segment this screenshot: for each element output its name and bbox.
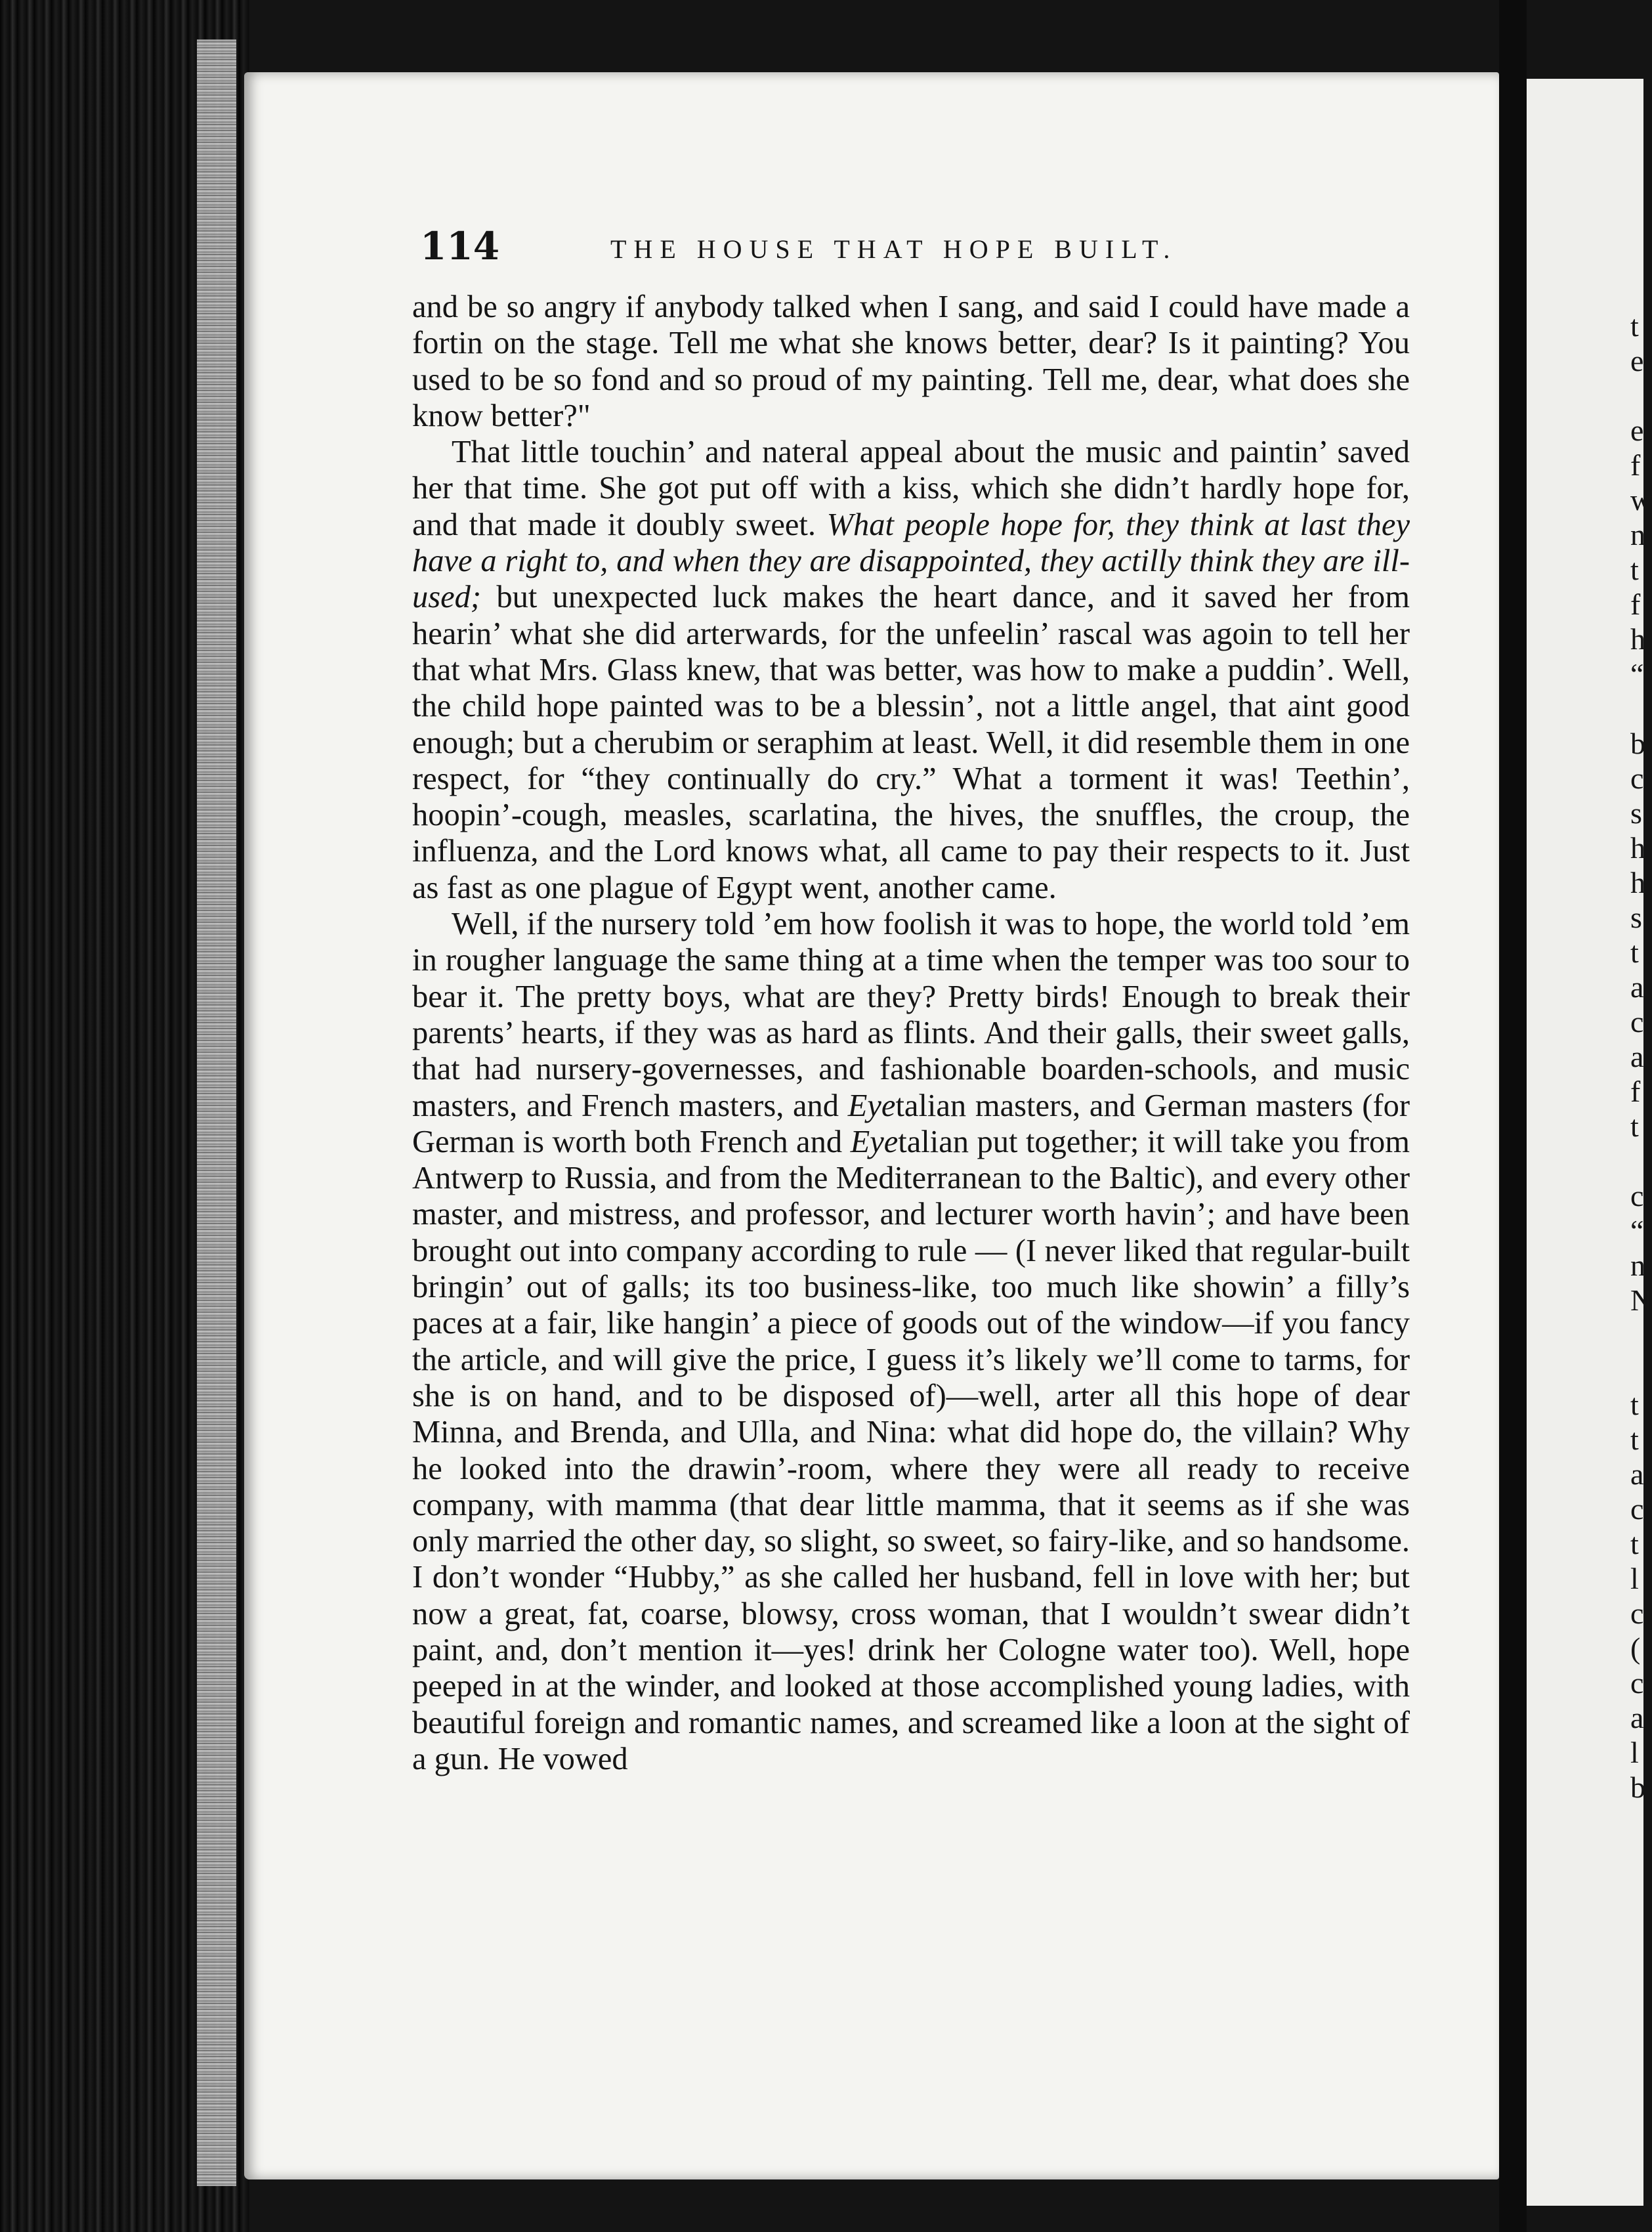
facing-page-fragment: h: [1630, 866, 1645, 899]
facing-page-fragment: b: [1630, 727, 1645, 760]
facing-page-fragment: c: [1630, 1492, 1644, 1526]
paragraph-3: [412, 906, 1410, 1777]
page-gutter: [1499, 0, 1527, 2232]
paragraph-2-start: That little touchin’ and nateral appeal about the music and paintin’ saved her that time. She got put off with a kiss, which she didn’t hardly hope for, and that made it doubly sweet.: [412, 435, 1410, 542]
page-body: [412, 289, 1410, 1777]
running-title: THE HOUSE THAT HOPE BUILT.: [610, 234, 1177, 264]
page-header: [420, 220, 1405, 272]
paragraph-3-part-3: talian put together; it will take you from Antwerp to Russia, and from the Mediterranean to the Baltic), and every other master, and mistress, and professor, and lecturer worth havin’; and have been brought out into company according to rule — (I never liked that regular-built bringin’ out of galls; its too business-like, too much like showin’ a filly’s paces at a fair, like hangin’ a piece of goods out of the window—if you fancy the article, and will give the price, I guess it’s likely we’ll come to tarms, for she is on hand, and to be disposed of)—well, arter all this hope of dear Minna, and Brenda, and Ulla, and Nina: what did hope do, the villain? Why he looked into the drawin’-room, where they were all ready to receive company, with mamma (that dear little mamma, that it seems as if she was only married the other day, so slight, so sweet, so fairy-like, and so handsome. I don’t wonder “Hubby,” as she called her husband, fell in love with her; but now a great, fat, coarse, blowsy, cross woman, that I wouldn’t swear didn’t paint, and, don’t mention it—yes! drink her Cologne water too). Well, hope peeped in at the winder, and looked at those accomplished young ladies, with beautiful foreign and romantic names, and screamed like a loon at the sight of a gun. He vowed: [412, 1124, 1410, 1776]
page-number: 114: [420, 224, 500, 268]
paragraph-2: [412, 434, 1410, 906]
facing-page-fragment: h: [1630, 622, 1645, 656]
facing-page-fragment: N: [1630, 1283, 1652, 1317]
facing-page-fragment: “: [1630, 1214, 1644, 1247]
paragraph-1: and be so angry if anybody talked when I sang, and said I could have made a fortin on the stage. Tell me what she knows better, dear? Is it painting? You used to be so fond and so proud of my painting. Tell me, dear, what does she know better?": [412, 290, 1410, 433]
facing-page-fragment: f: [1630, 1075, 1641, 1108]
facing-page-fragment: t: [1630, 553, 1639, 586]
facing-page-fragment: t: [1630, 1388, 1639, 1421]
facing-page-fragment: n: [1630, 518, 1645, 551]
facing-page-fragment: a: [1630, 1457, 1644, 1491]
facing-page-fragment: [1630, 1352, 1646, 1387]
facing-page-fragment: t: [1630, 1423, 1639, 1456]
facing-page-fragment: a: [1630, 970, 1644, 1004]
page-edges: [197, 39, 236, 2186]
facing-page-fragment: f: [1630, 588, 1641, 621]
facing-page-fragment: s: [1630, 796, 1642, 830]
paragraph-3-part-1: Well, if the nursery told ’em how foolish it was to hope, the world told ’em in rougher language the same thing at a time when the temper was too sour to bear it. The pretty boys, what are they? Pretty birds! Enough to break their parents’ hearts, if they was as hard as flints. And their galls, their sweet galls, that had nursery-governesses, and fashionable boarden-schools, and music masters, and French masters, and: [412, 907, 1410, 1123]
facing-page-fragment: a: [1630, 1701, 1644, 1734]
facing-page-fragment: [1630, 1318, 1646, 1352]
facing-page-fragment: t: [1630, 935, 1639, 969]
facing-page-fragment: [1630, 378, 1646, 413]
facing-page-fragment: f: [1630, 448, 1641, 482]
facing-page-fragment: b: [1630, 1771, 1645, 1804]
facing-page-fragment: t: [1630, 1527, 1639, 1560]
facing-page-fragment: c: [1630, 1005, 1644, 1039]
italic-eye-1: Eye: [847, 1088, 896, 1123]
facing-page-fragment: l: [1630, 1736, 1639, 1769]
paragraph-2-italic: What people hope for, they think at last they have a right to, and when they are disappointed, they actilly think they are ill-used;: [412, 507, 1410, 615]
facing-page-fragment: c: [1630, 1666, 1644, 1700]
facing-page-text: [1630, 309, 1652, 1805]
facing-page-fragment: c: [1630, 1179, 1644, 1213]
paragraph-2-end: but unexpected luck makes the heart dance, and it saved her from hearin’ what she did arterwards, for the unfeelin’ rascal was agoin to tell her that what Mrs. Glass knew, that was better, was how to make a puddin’. Well, the child hope painted was to be a blessin’, not a little angel, that aint good enough; but a cherubim or seraphim at least. Well, it did resemble them in one respect, for “they continually do cry.” What a torment it was! Teethin’, hoopin’-cough, measles, scarlatina, the hives, the snuffles, the croup, the influenza, and the Lord knows what, all came to pay their respects to it. Just as fast as one plague of Egypt went, another came.: [412, 580, 1410, 905]
facing-page-fragment: (: [1630, 1631, 1641, 1665]
facing-page-fragment: c: [1630, 762, 1644, 795]
facing-page-fragment: c: [1630, 1597, 1644, 1630]
facing-page-fragment: e: [1630, 344, 1644, 377]
italic-eye-2: Eye: [850, 1124, 899, 1159]
facing-page-fragment: a: [1630, 1040, 1644, 1073]
facing-page-fragment: l: [1630, 1562, 1639, 1595]
facing-page-fragment: h: [1630, 831, 1645, 865]
facing-page-fragment: [1630, 1144, 1646, 1178]
facing-page-fragment: “: [1630, 657, 1644, 691]
facing-page-fragment: s: [1630, 901, 1642, 934]
facing-page-fragment: t: [1630, 1109, 1639, 1143]
facing-page-fragment: [1630, 691, 1646, 726]
paragraph-3-part-2: talian masters, and German masters (for German is worth both French and: [412, 1088, 1410, 1159]
facing-page-fragment: n: [1630, 1249, 1645, 1282]
facing-page-fragment: t: [1630, 309, 1639, 343]
facing-page-fragment: w: [1630, 483, 1652, 517]
facing-page-fragment: e: [1630, 414, 1644, 447]
facing-page: [1527, 79, 1643, 2206]
